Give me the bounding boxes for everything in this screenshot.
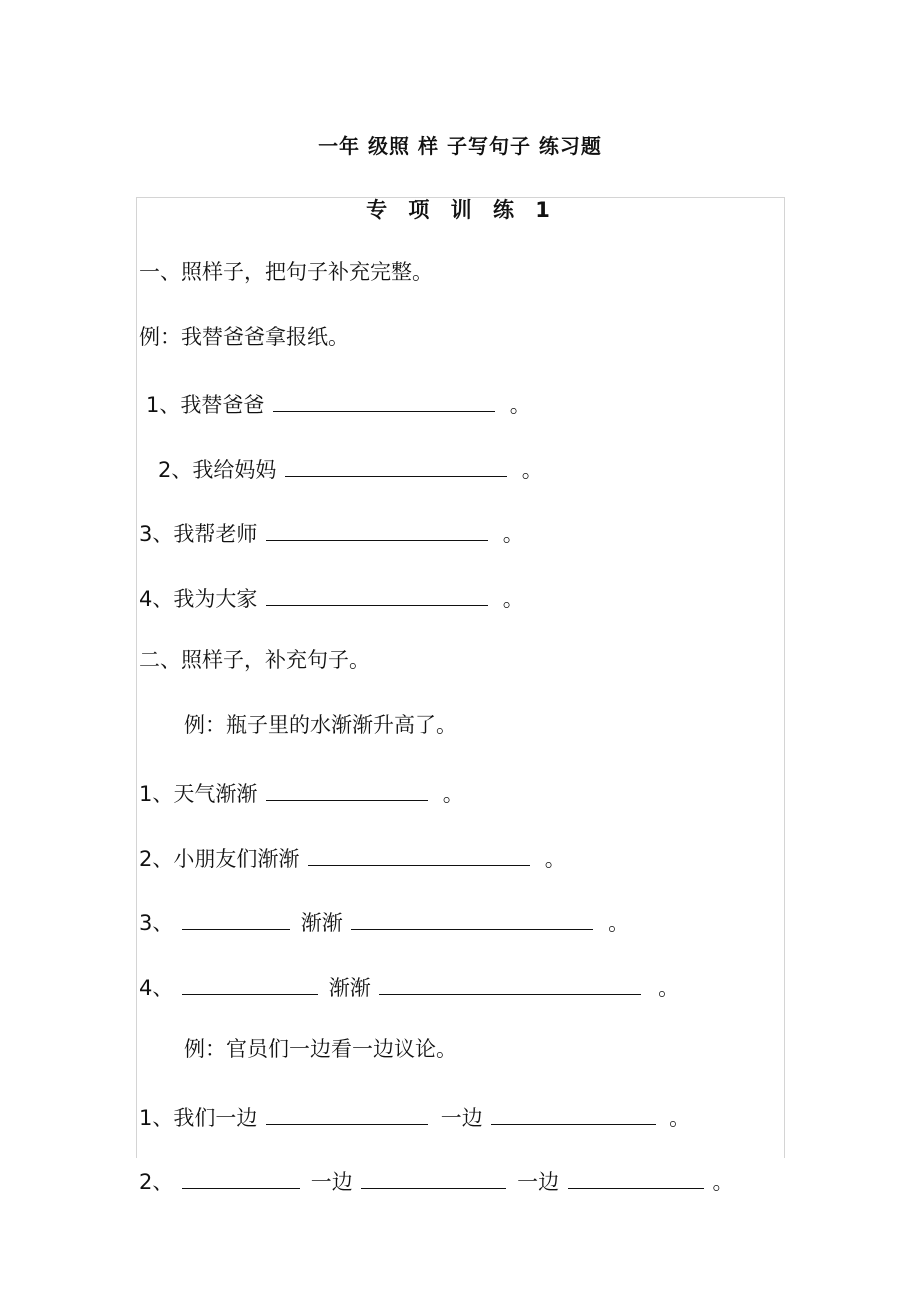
s2-item-4-mid: 渐渐 bbox=[328, 976, 371, 1000]
s2-item-2-blank[interactable] bbox=[308, 845, 530, 866]
section2-example-2: 例：官员们一边看一边议论。 bbox=[184, 1037, 457, 1061]
s1-item-3-end: 。 bbox=[502, 522, 524, 546]
section2-example-1: 例：瓶子里的水渐渐升高了。 bbox=[184, 713, 457, 737]
s2b-item-1 bbox=[139, 1104, 690, 1129]
s2b-item-2-mid: 一边 bbox=[310, 1170, 353, 1194]
s2-item-3-text: 3、 bbox=[139, 911, 174, 935]
s2b-item-1-blank-a[interactable] bbox=[266, 1104, 428, 1125]
s2b-item-2-blank-b[interactable] bbox=[361, 1168, 506, 1189]
s2b-item-2-mid2: 一边 bbox=[517, 1170, 560, 1194]
s1-item-4 bbox=[139, 585, 524, 610]
s2-item-3-end: 。 bbox=[608, 911, 630, 935]
s1-item-4-text: 4、我为大家 bbox=[139, 587, 258, 611]
s2b-item-1-mid: 一边 bbox=[440, 1106, 483, 1130]
s2-item-3-mid: 渐渐 bbox=[300, 911, 343, 935]
section1-example: 例：我替爸爸拿报纸。 bbox=[139, 325, 349, 349]
s2b-item-1-end: 。 bbox=[669, 1106, 691, 1130]
s1-item-1-blank[interactable] bbox=[273, 391, 495, 412]
s2-item-4-text: 4、 bbox=[139, 976, 174, 1000]
s2b-item-2-blank-c[interactable] bbox=[568, 1168, 704, 1189]
s1-item-3-text: 3、我帮老师 bbox=[139, 522, 258, 546]
s1-item-1-text: 1、我替爸爸 bbox=[146, 393, 265, 417]
s1-item-3-blank[interactable] bbox=[266, 520, 488, 541]
s2-item-4-end: 。 bbox=[658, 976, 680, 1000]
s1-item-2-blank[interactable] bbox=[285, 456, 507, 477]
s2-item-3-blank-b[interactable] bbox=[351, 909, 593, 930]
s2-item-1 bbox=[139, 780, 464, 805]
section2-heading: 二、照样子，补充句子。 bbox=[139, 648, 370, 672]
s1-item-3 bbox=[139, 520, 524, 545]
s2b-item-2-end: 。 bbox=[712, 1170, 734, 1194]
s1-item-4-blank[interactable] bbox=[266, 585, 488, 606]
s2-item-1-text: 1、天气渐渐 bbox=[139, 782, 258, 806]
s2-item-3 bbox=[139, 909, 629, 934]
s2-item-4-blank-b[interactable] bbox=[379, 974, 641, 995]
s1-item-1-end: 。 bbox=[509, 393, 531, 417]
s1-item-1 bbox=[146, 391, 531, 416]
worksheet-title: 一年 级照 样 子写句子 练习题 bbox=[318, 134, 602, 158]
s2b-item-2-blank-a[interactable] bbox=[182, 1168, 300, 1189]
s2-item-4-blank-a[interactable] bbox=[182, 974, 318, 995]
s2b-item-2-text: 2、 bbox=[139, 1170, 174, 1194]
s2-item-2 bbox=[139, 845, 566, 870]
s1-item-2 bbox=[158, 456, 543, 481]
exercise-subtitle: 专 项 训 练 1 bbox=[366, 198, 554, 222]
s1-item-2-text: 2、我给妈妈 bbox=[158, 458, 277, 482]
s2b-item-1-blank-b[interactable] bbox=[491, 1104, 656, 1125]
s2-item-4 bbox=[139, 974, 679, 999]
s2-item-3-blank-a[interactable] bbox=[182, 909, 290, 930]
s2-item-1-end: 。 bbox=[442, 782, 464, 806]
s1-item-4-end: 。 bbox=[502, 587, 524, 611]
s1-item-2-end: 。 bbox=[521, 458, 543, 482]
s2-item-1-blank[interactable] bbox=[266, 780, 428, 801]
s2-item-2-end: 。 bbox=[544, 847, 566, 871]
s2-item-2-text: 2、小朋友们渐渐 bbox=[139, 847, 300, 871]
s2b-item-1-text: 1、我们一边 bbox=[139, 1106, 258, 1130]
section1-heading: 一、照样子，把句子补充完整。 bbox=[139, 260, 433, 284]
s2b-item-2 bbox=[139, 1168, 734, 1193]
